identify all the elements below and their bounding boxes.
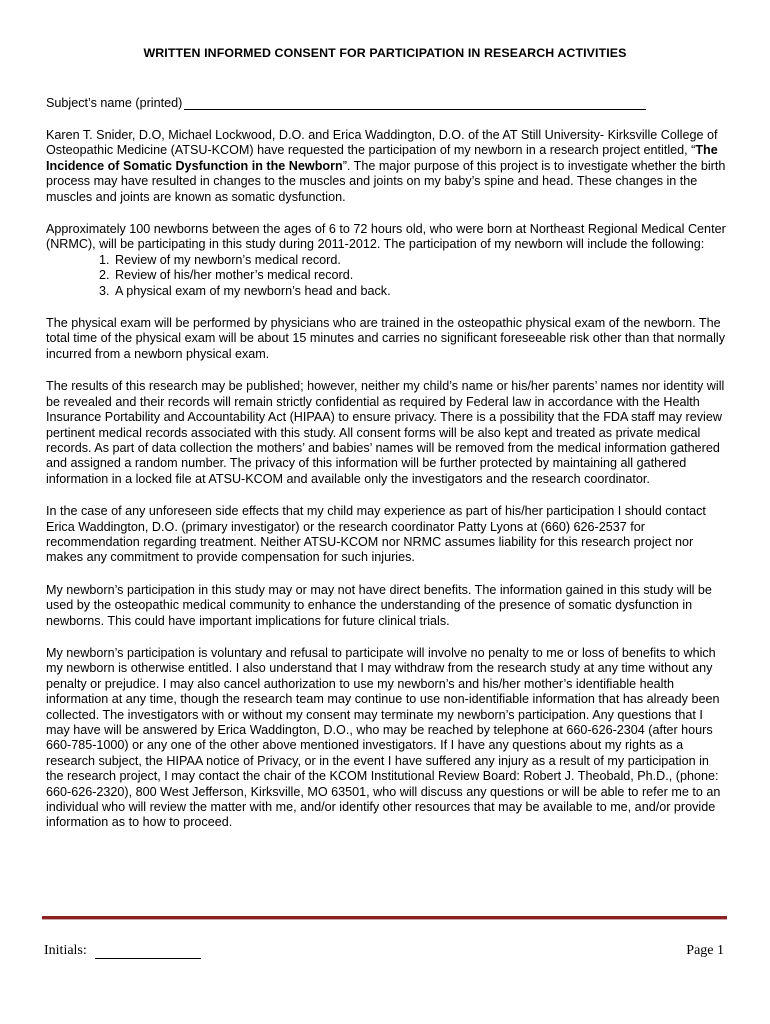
document-title: WRITTEN INFORMED CONSENT FOR PARTICIPATION IN RESEARCH ACTIVITIES	[143, 46, 627, 60]
project-title: The Incidence of Somatic Dysfunction in the Newborn	[46, 143, 718, 173]
page-number: Page 1	[686, 943, 724, 958]
list-item: 1. Review of my newborn’s medical record.	[113, 253, 726, 268]
subject-name-field[interactable]	[46, 96, 646, 110]
paragraph-intro-post: ”. The major purpose of this project is to investigate whether the birth process may have resulted in changes to the muscles and joints on my baby’s spine and head. These changes in the muscles and joints are known as somatic dysfunction.	[46, 158, 726, 204]
paragraph-physical-exam: The physical exam will be performed by physicians who are trained in the osteopathic physical exam of the newborn. The total time of the physical exam will be about 15 minutes and carries no significant foreseeable risk other than that normally incurred from a newborn physical exam.	[46, 316, 726, 361]
paragraph-intro	[46, 128, 726, 205]
initials-underline[interactable]	[95, 946, 201, 959]
paragraph-voluntary: My newborn’s participation is voluntary and refusal to participate will involve no penalty to me or loss of benefits to which my newborn is otherwise entitled. I also understand that I may withdraw from the research study at any time without any penalty or prejudice. I may also cancel authorization to use my newborn’s and his/her mother’s identifiable health information at any time, though the research team may continue to use non-identifiable information that has already been collected. The investigators with or without my consent may terminate my newborn’s participation. Any questions that I may have will be answered by Erica Waddington, D.O., who may be reached by telephone at 660-626-2304 (after hours 660-785-1000) or any one of the other above mentioned investigators. If I have any questions about my rights as a research subject, the HIPAA notice of Privacy, or in the event I have suffered any injury as a result of my participation in the research project, I may contact the chair of the KCOM Institutional Review Board: Robert J. Theobald, Ph.D., (phone: 660-626-2320), 800 West Jefferson, Kirksville, MO 63501, who will discuss any questions or will be able to refer me to an individual who will review the matter with me, and/or identify other resources that may be available to me, and/or provide information as to how to proceed.	[46, 645, 721, 830]
footer-divider	[42, 916, 727, 920]
participation-list	[46, 253, 726, 299]
paragraph-participation: Approximately 100 newborns between the ages of 6 to 72 hours old, who were born at Northeast Regional Medical Center (NRMC), will be participating in this study during 2011-2012. The participation of my newborn will include the following:	[46, 222, 726, 252]
subject-name-underline[interactable]	[184, 99, 646, 110]
paragraph-benefits: My newborn’s participation in this study may or may not have direct benefits. The information gained in this study will be used by the osteopathic medical community to enhance the understanding of the presence of somatic dysfunction in newborns. This could have important implications for future clinical trials.	[46, 582, 712, 628]
list-item: 2. Review of his/her mother’s medical record.	[113, 268, 726, 283]
paragraph-side-effects: In the case of any unforeseen side effects that my child may experience as part of his/her participation I should contact Erica Waddington, D.O. (primary investigator) or the research coordinator Patty Lyons at (660) 626-2537 for recommendation regarding treatment. Neither ATSU-KCOM nor NRMC assumes liability for this research project nor makes any commitment to provide compensation for such injuries.	[46, 504, 706, 565]
paragraph-privacy: The results of this research may be published; however, neither my child’s name or his/her parents’ names nor identity will be revealed and their records will remain strictly confidential as required by Federal law in accordance with the Health Insurance Portability and Accountability Act (HIPAA) to ensure privacy. There is a possibility that the FDA staff may review pertinent medical records associated with this study. All consent forms will be also kept and treated as private medical records. As part of data collection the mothers’ and babies’ names will be removed from the medical information gathered and assigned a random number. The privacy of this information will be further protected by maintaining all gathered information in a locked file at ATSU-KCOM and available only the investigators and the research coordinator.	[46, 379, 725, 486]
consent-body	[46, 128, 726, 848]
subject-name-label: Subject’s name (printed)	[46, 96, 183, 110]
paragraph-intro-pre: Karen T. Snider, D.O, Michael Lockwood, D.O. and Erica Waddington, D.O. of the AT Still University- Kirksville College of Osteopathic Medicine (ATSU-KCOM) have requested the participation of my newborn in a research project entitled, “	[46, 128, 718, 158]
list-item: 3. A physical exam of my newborn’s head and back.	[113, 284, 726, 299]
initials-label: Initials:	[44, 943, 87, 958]
initials-field[interactable]	[44, 943, 201, 959]
